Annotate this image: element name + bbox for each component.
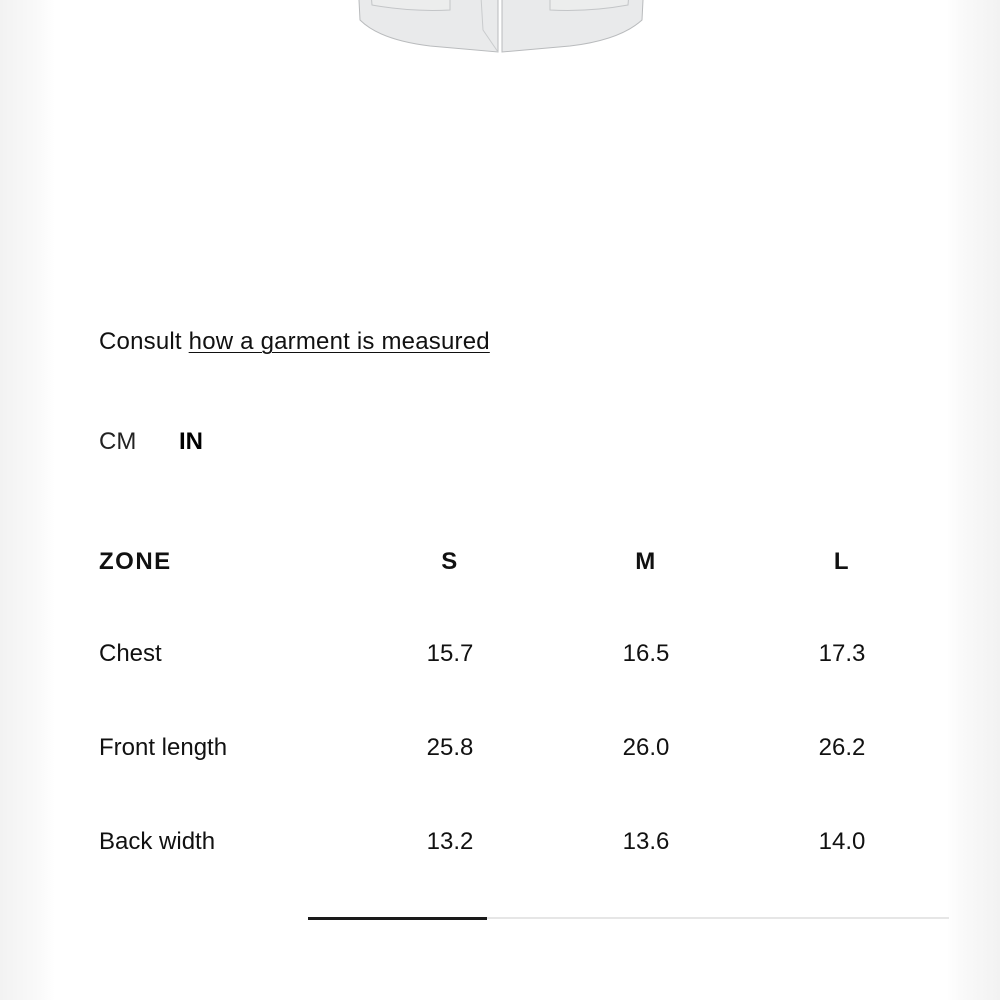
horizontal-scrollbar[interactable]: [308, 917, 949, 919]
row-value-l: 26.2: [818, 734, 866, 761]
unit-toggle: [99, 428, 203, 456]
unit-in-button[interactable]: IN: [179, 428, 203, 455]
row-zone-label: Back width: [99, 828, 216, 855]
table-row: [99, 734, 949, 774]
row-value-l: 17.3: [818, 640, 866, 667]
row-value-s: 15.7: [426, 640, 474, 667]
row-zone-label: Front length: [99, 734, 228, 761]
consult-prefix: Consult: [99, 328, 182, 355]
header-size-s: S: [441, 548, 459, 575]
header-zone: ZONE: [99, 548, 172, 575]
garment-vest-image: [350, 0, 650, 55]
row-value-m: 13.6: [622, 828, 670, 855]
table-row: [99, 640, 949, 680]
measure-guide-text: [99, 328, 490, 356]
row-value-m: 16.5: [622, 640, 670, 667]
row-zone-label: Chest: [99, 640, 162, 667]
how-garment-measured-link[interactable]: how a garment is measured: [188, 328, 490, 355]
header-size-l: L: [833, 548, 851, 575]
table-row: [99, 828, 949, 868]
scrollbar-thumb[interactable]: [308, 917, 487, 920]
unit-cm-button[interactable]: CM: [99, 428, 137, 455]
row-value-m: 26.0: [622, 734, 670, 761]
table-header-row: [99, 548, 949, 588]
header-size-m: M: [635, 548, 657, 575]
row-value-l: 14.0: [818, 828, 866, 855]
row-value-s: 13.2: [426, 828, 474, 855]
row-value-s: 25.8: [426, 734, 474, 761]
